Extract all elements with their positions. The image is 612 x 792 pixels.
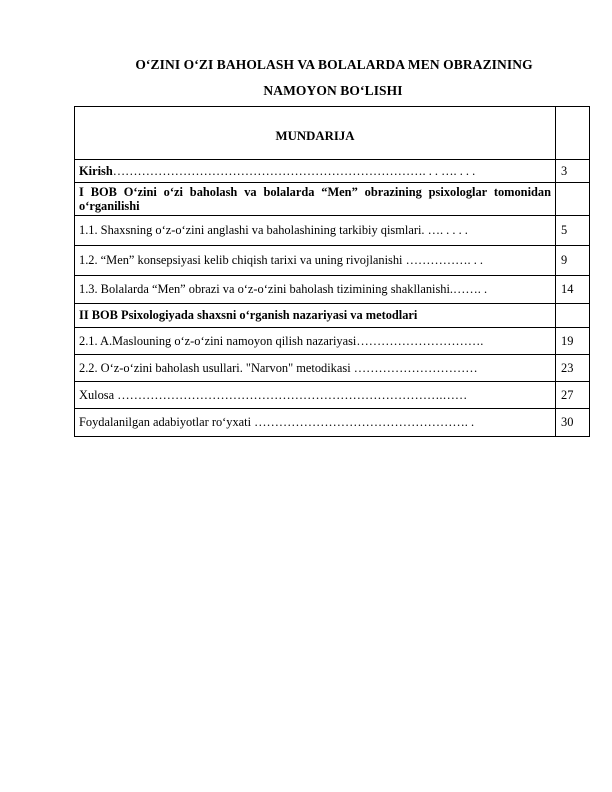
toc-chapter-title: I BOB O‘zini o‘zi baholash va bolalarda “Men” obrazining psixologlar tomonidan o‘rganilishi (75, 183, 556, 216)
table-row (75, 160, 590, 183)
toc-entry-text: 1.3. Bolalarda “Men” obrazi va o‘z-o‘zini baholash tizimining shakllanishi.……. . (75, 276, 556, 304)
table-row (75, 276, 590, 304)
document-title-line-2: NAMOYON BO‘LISHI (263, 83, 403, 98)
toc-heading-row (75, 107, 590, 160)
toc-chapter-title: II BOB Psixologiyada shaxsni o‘rganish nazariyasi va metodlari (75, 304, 556, 328)
toc-entry-lead: Kirish (79, 163, 113, 178)
toc-entry-page (556, 304, 590, 328)
toc-entry-text: Xulosa …………………………………………………………………….…… (75, 382, 556, 409)
toc-entry-page (556, 183, 590, 216)
toc-entry-text: 2.1. A.Maslouning o‘z-o‘zini namoyon qilish nazariyasi…………………………. (75, 328, 556, 355)
toc-entry-page: 30 (556, 409, 590, 437)
toc-heading-page-cell (556, 107, 590, 160)
toc-entry-page: 9 (556, 246, 590, 276)
table-row (75, 409, 590, 437)
document-title-line-1: O‘ZINI O‘ZI BAHOLASH VA BOLALARDA MEN OBRAZINING (135, 57, 533, 72)
toc-entry-page: 14 (556, 276, 590, 304)
toc-entry-page: 3 (556, 160, 590, 183)
table-row (75, 183, 590, 216)
toc-entry-page: 27 (556, 382, 590, 409)
table-row (75, 382, 590, 409)
toc-heading: MUNDARIJA (75, 107, 556, 160)
toc-entry-dots: …………………………………………………………………. . . …. . . . (112, 163, 476, 178)
toc-entry-page: 19 (556, 328, 590, 355)
table-row (75, 355, 590, 382)
table-row (75, 304, 590, 328)
table-row (75, 216, 590, 246)
table-row (75, 328, 590, 355)
toc-entry-text: Foydalanilgan adabiyotlar ro‘yxati ……………………………………………. . (75, 409, 556, 437)
toc-entry-text: 1.2. “Men” konsepsiyasi kelib chiqish tarixi va uning rivojlanishi ……………. . . (75, 246, 556, 276)
toc-entry-page: 5 (556, 216, 590, 246)
toc-entry-text: 2.2. O‘z-o‘zini baholash usullari. "Narvon" metodikasi ………………………… (75, 355, 556, 382)
table-row (75, 246, 590, 276)
toc-entry-text: 1.1. Shaxsning o‘z-o‘zini anglashi va baholashining tarkibiy qismlari. …. . . . . (75, 216, 556, 246)
toc-entry-text (75, 160, 556, 183)
toc-entry-page: 23 (556, 355, 590, 382)
table-of-contents (74, 106, 590, 437)
